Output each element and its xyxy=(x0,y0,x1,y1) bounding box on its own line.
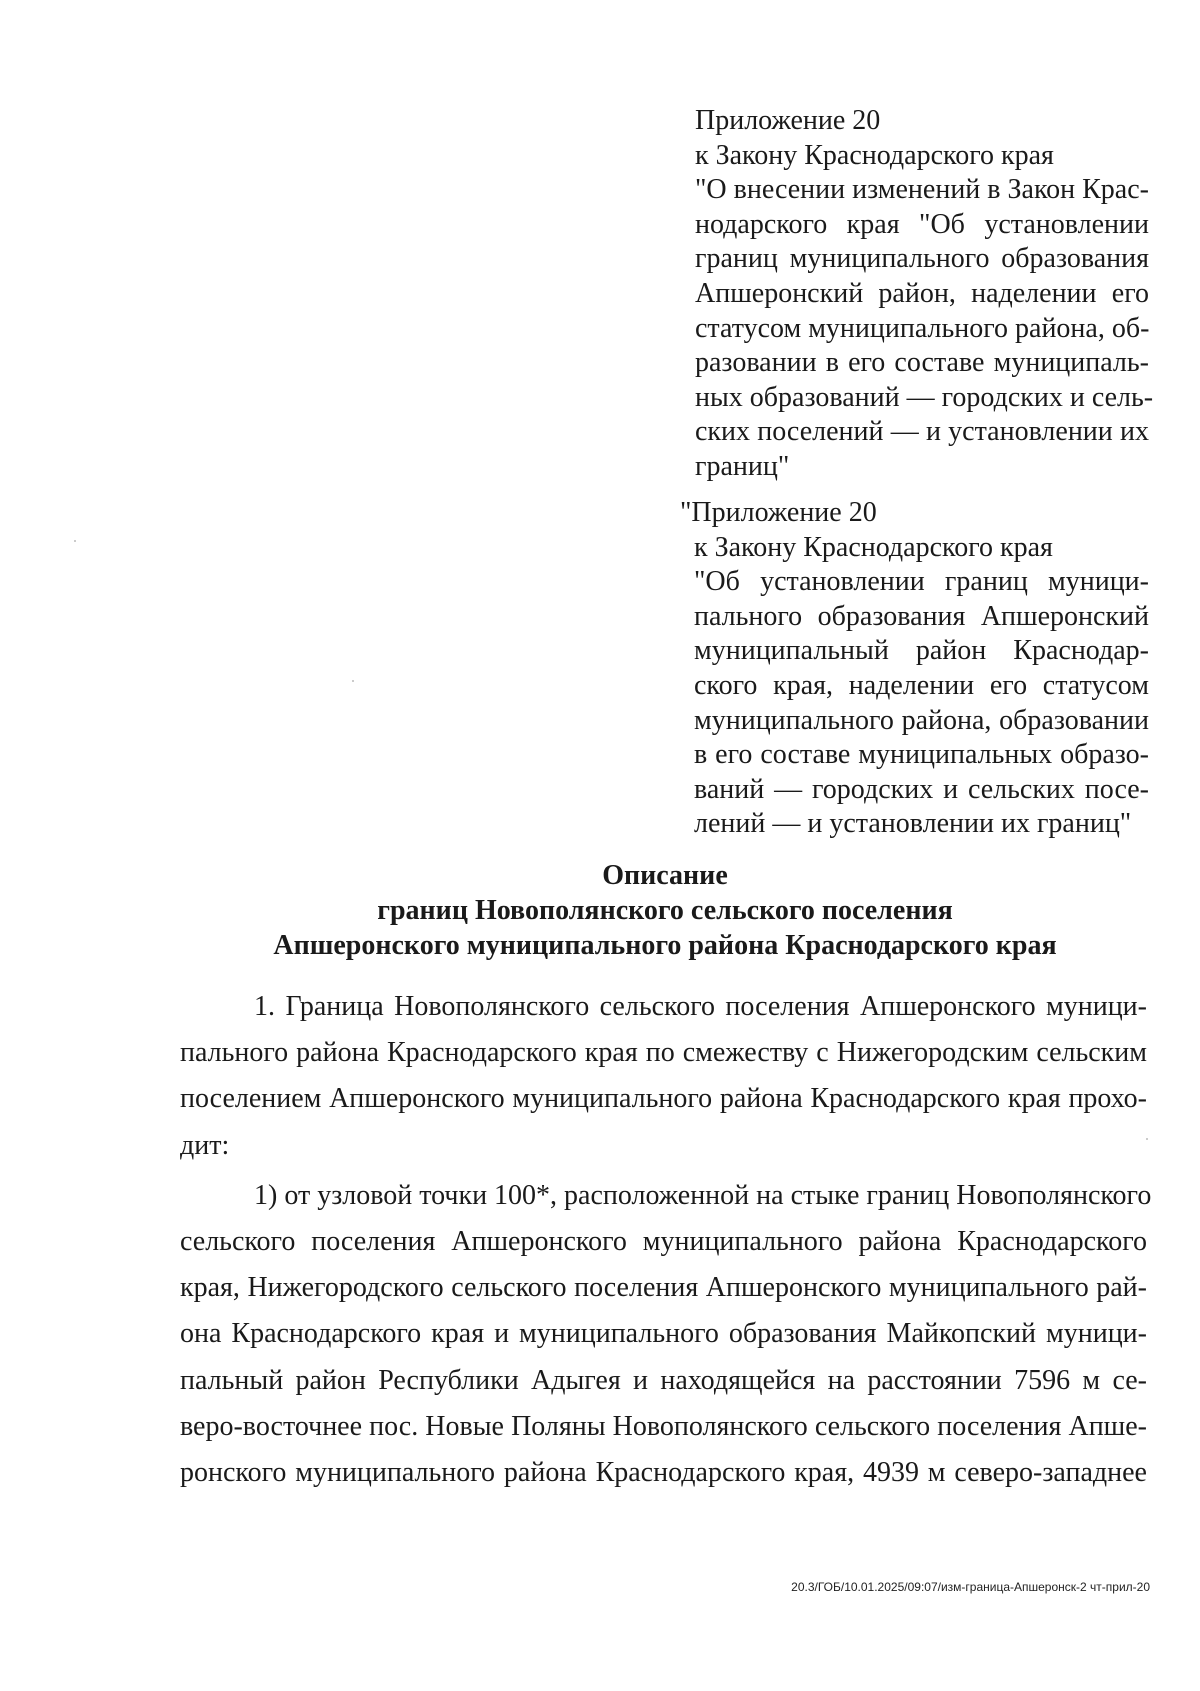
body-line: края, Нижегородского сельского поселения Апшеронского муниципального рай- xyxy=(180,1272,1147,1304)
body-line: пальный район Республики Адыгея и находящейся на расстоянии 7596 м се- xyxy=(180,1364,1147,1396)
scan-speck xyxy=(74,540,76,542)
annex-line: ского края, наделении его статусом xyxy=(694,669,1149,701)
annex-line: "Об установлении границ муници- xyxy=(694,566,1149,598)
annex-line: пального образования Апшеронский xyxy=(694,600,1149,632)
document-title xyxy=(180,858,1150,963)
scan-speck xyxy=(352,680,354,682)
body-line: ронского муниципального района Краснодарского края, 4939 м северо-западнее xyxy=(180,1457,1147,1489)
body-line: поселением Апшеронского муниципального района Краснодарского края прохо- xyxy=(180,1083,1147,1115)
annex-line: границ" xyxy=(695,450,790,482)
annex-header-new xyxy=(680,496,1149,842)
annex-header-current xyxy=(695,104,1154,485)
annex-line: к Закону Краснодарского края xyxy=(694,531,1053,563)
scan-speck xyxy=(1146,1138,1148,1140)
annex-line: в его составе муниципальных образо- xyxy=(694,739,1149,771)
annex-line: ских поселений — и установлении их xyxy=(695,416,1149,448)
body-line: она Краснодарского края и муниципального образования Майкопский муници- xyxy=(180,1318,1147,1350)
annex-line: Приложение 20 xyxy=(695,105,881,136)
annex-line: Апшеронский район, наделении его xyxy=(695,277,1149,309)
body-line: пального района Краснодарского края по смежеству с Нижегородским сельским xyxy=(180,1037,1147,1069)
annex-line: муниципального района, образовании xyxy=(694,704,1149,736)
annex-line: лений — и установлении их границ" xyxy=(694,808,1132,840)
body-line: 1) от узловой точки 100*, расположенной на стыке границ Новополянского xyxy=(254,1179,1152,1211)
body-line: дит: xyxy=(180,1129,230,1161)
footer-file-code: 20.3/ГОБ/10.01.2025/09:07/изм-граница-Апшеронск-2 чт-прил-20 xyxy=(791,1580,1150,1594)
title-line: Описание xyxy=(602,860,728,891)
body-line: сельского поселения Апшеронского муниципального района Краснодарского xyxy=(180,1226,1147,1258)
annex-line: границ муниципального образования xyxy=(695,243,1149,275)
title-line: границ Новополянского сельского поселения xyxy=(377,895,953,926)
annex-line: ных образований — городских и сель- xyxy=(695,381,1154,413)
annex-line: разовании в его составе муниципаль- xyxy=(695,347,1149,379)
annex-line: муниципальный район Краснодар- xyxy=(694,635,1149,667)
annex-line: "О внесении изменений в Закон Крас- xyxy=(695,174,1149,206)
annex-line: к Закону Краснодарского края xyxy=(695,139,1054,171)
annex-line: "Приложение 20 xyxy=(680,497,877,528)
document-body xyxy=(180,984,1152,1496)
annex-line: ваний — городских и сельских посе- xyxy=(694,773,1149,805)
annex-line: нодарского края "Об установлении xyxy=(695,208,1149,240)
body-line: веро-восточнее пос. Новые Поляны Новополянского сельского поселения Апше- xyxy=(180,1410,1147,1442)
paragraph-1 xyxy=(180,984,1147,1169)
annex-line: статусом муниципального района, об- xyxy=(695,312,1150,344)
paragraph-2 xyxy=(180,1173,1152,1496)
title-line: Апшеронского муниципального района Краснодарского края xyxy=(273,930,1057,961)
body-line: 1. Граница Новополянского сельского поселения Апшеронского муници- xyxy=(254,991,1147,1022)
